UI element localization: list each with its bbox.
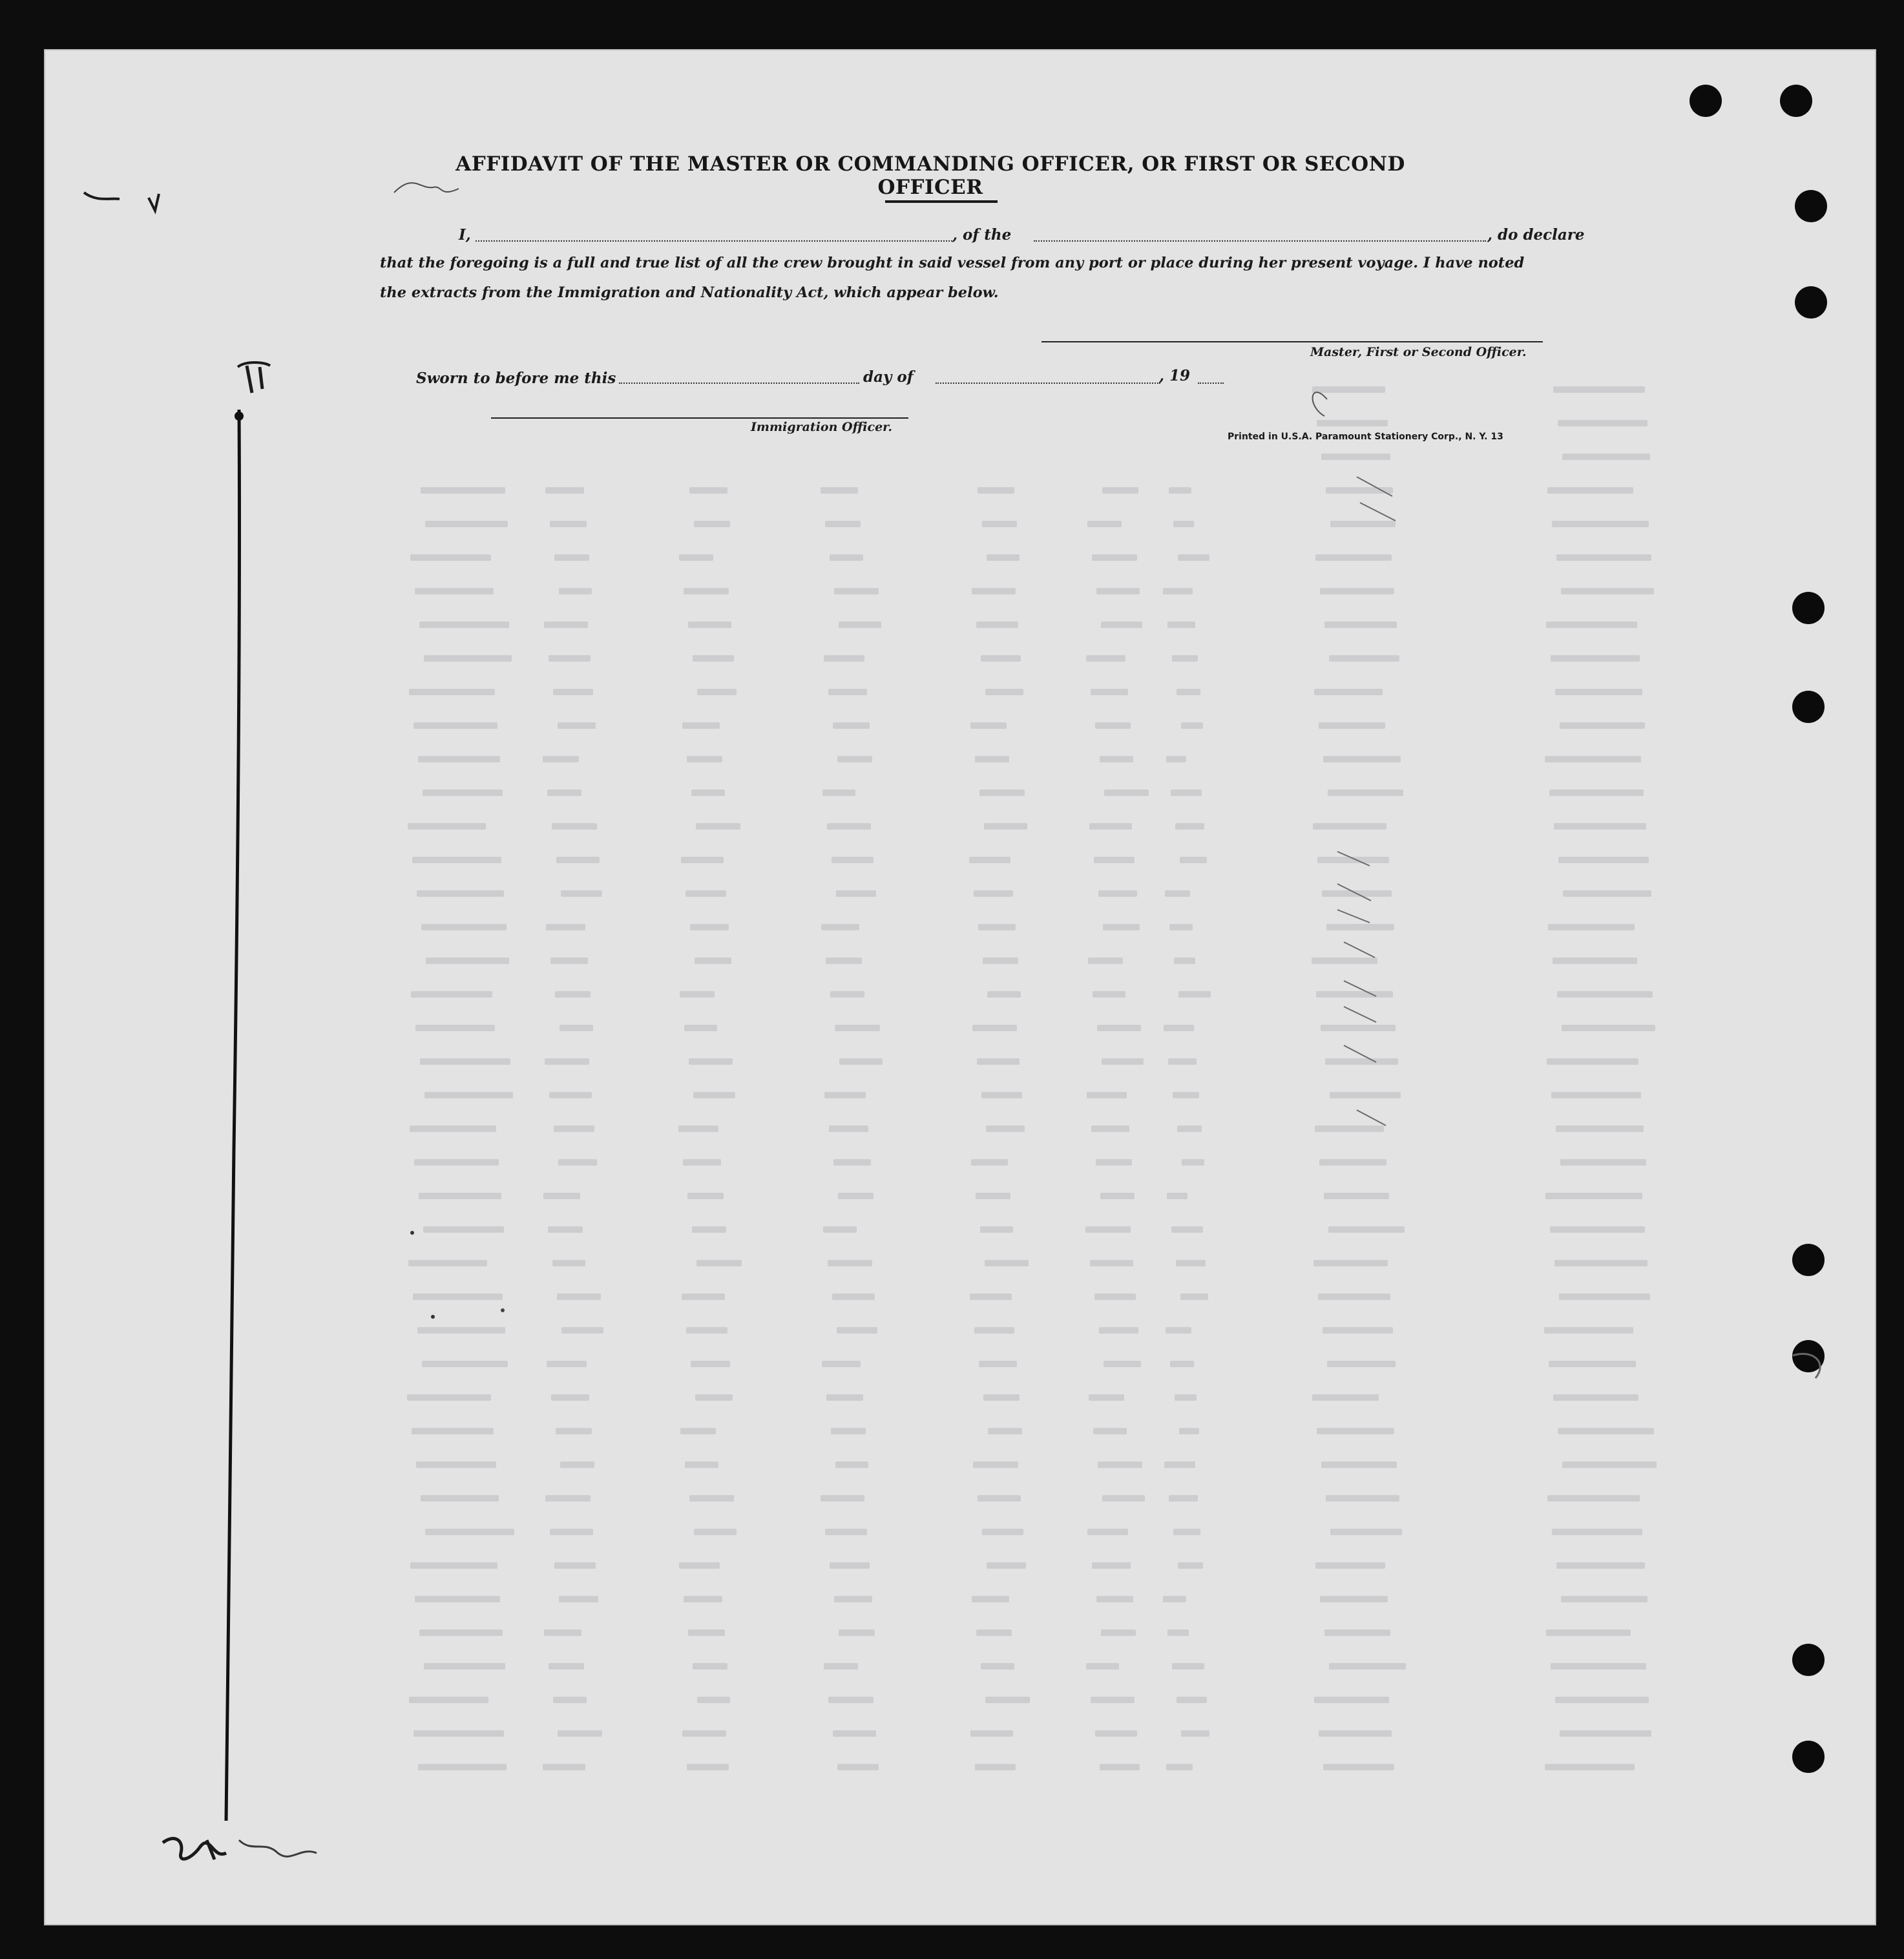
declare-suffix: , do declare <box>1487 226 1585 244</box>
immigration-officer-label: Immigration Officer. <box>751 420 893 434</box>
document-sheet <box>44 49 1876 1925</box>
declaration-text-line-2: that the foregoing is a full and true list of all the crew brought in said vessel from any port or place during her present voyage. I have noted <box>380 255 1525 271</box>
affidavit-title: AFFIDAVIT OF THE MASTER OR COMMANDING OFFICER, OR FIRST OR SECOND OFFICER <box>455 152 1405 199</box>
vessel-connector: , of the <box>952 226 1012 244</box>
printer-credit: Printed in U.S.A. Paramount Stationery Corp., N. Y. 13 <box>1228 432 1503 442</box>
sworn-day-label: day of <box>863 368 914 386</box>
declarant-prefix: I, <box>459 226 471 244</box>
sworn-year-label: , 19 <box>1159 367 1191 384</box>
officer-signature-label: Master, First or Second Officer. <box>1310 345 1527 359</box>
sworn-prefix: Sworn to before me this <box>416 370 616 387</box>
handwriting-marks <box>45 50 1875 1924</box>
declaration-text-line-3: the extracts from the Immigration and Nationality Act, which appear below. <box>380 284 999 301</box>
